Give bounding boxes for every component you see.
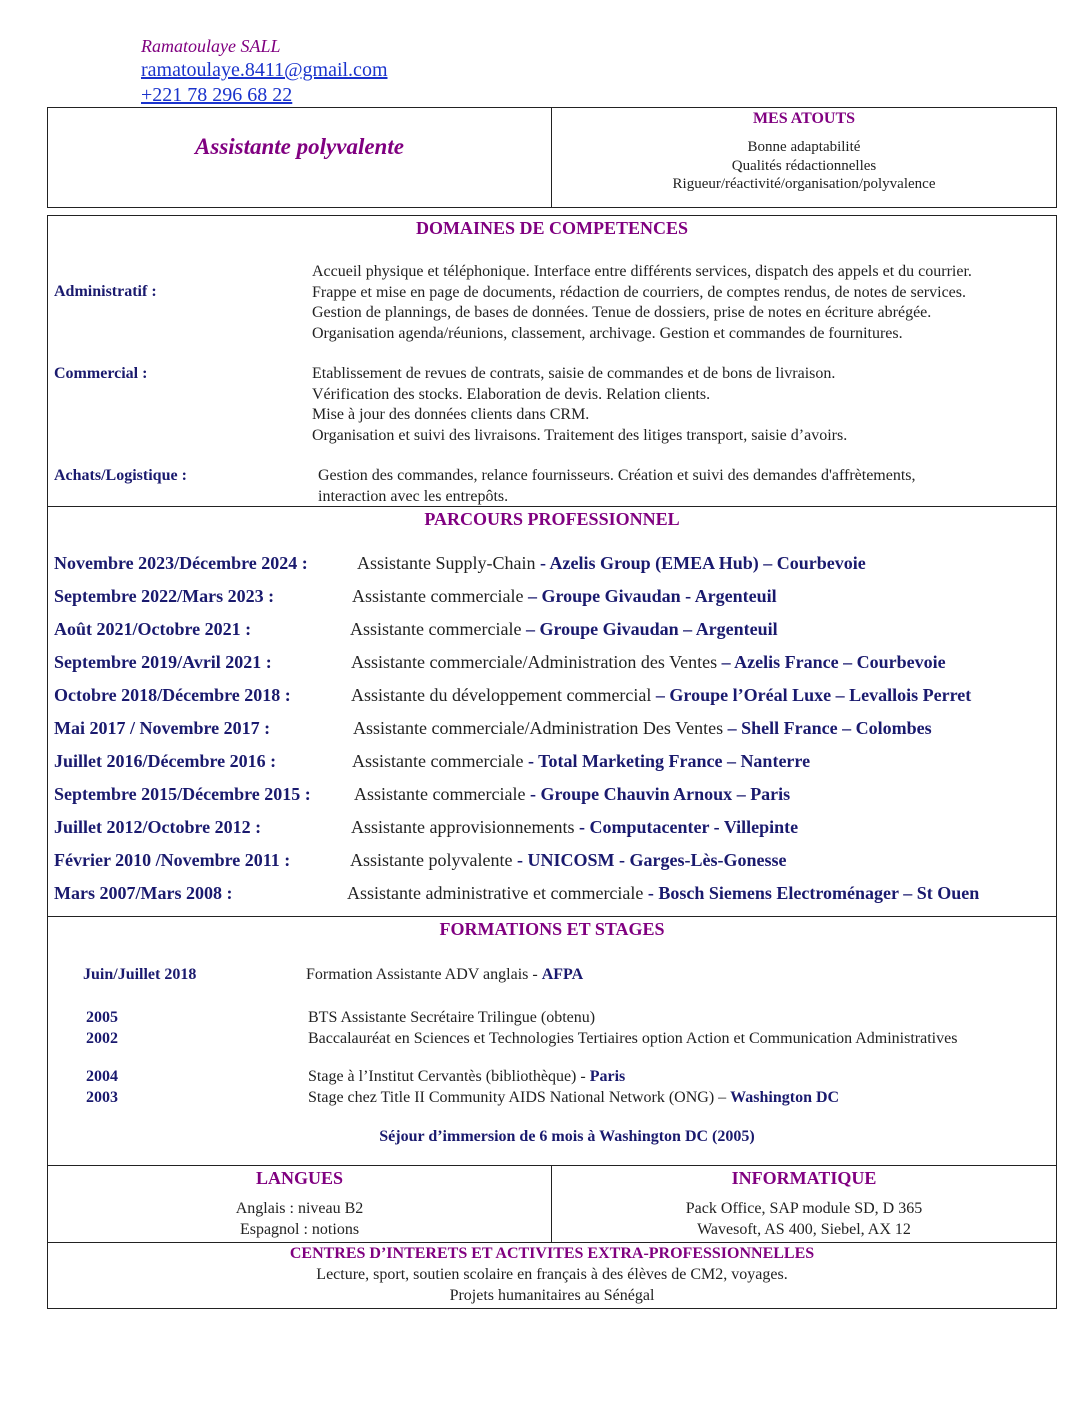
experience-sep: – (722, 751, 741, 771)
experience-date: Septembre 2019/Avril 2021 : (54, 652, 272, 672)
experience-desc (352, 586, 777, 607)
experience-date: Juillet 2012/Octobre 2012 : (54, 817, 262, 837)
experience-company: Groupe Givaudan (541, 586, 681, 606)
formation-text: BTS Assistante Secrétaire Trilingue (obtenu) (308, 1009, 596, 1026)
experience-sep: – (678, 619, 696, 639)
experience-company: Bosch Siemens Electroménager (658, 883, 899, 903)
experience-sep: – (717, 652, 735, 672)
atout-item: Rigueur/réactivité/organisation/polyvalence (672, 176, 936, 192)
achats-label: Achats/Logistique : (54, 467, 187, 484)
commercial-text (312, 364, 847, 446)
experience-city: Argenteuil (695, 619, 778, 639)
interets-list (48, 1265, 1056, 1306)
experience-date: Juillet 2016/Décembre 2016 : (54, 751, 277, 771)
experience-date: Novembre 2023/Décembre 2024 : (54, 553, 308, 573)
sejour-text: Séjour d’immersion de 6 mois à Washington DC (2005) (379, 1128, 755, 1145)
admin-label: Administratif : (54, 283, 157, 300)
experience-city: Villepinte (723, 817, 799, 837)
formation-year: 2004 (86, 1068, 118, 1085)
experience-company: Groupe l’Oréal Luxe (669, 685, 832, 705)
experience-date: Septembre 2022/Mars 2023 : (54, 586, 275, 606)
langue-item: Anglais : niveau B2 (235, 1200, 364, 1217)
experience-sep: – (523, 586, 542, 606)
achats-text (318, 466, 916, 507)
experience-sep: - (709, 817, 724, 837)
formation-year: 2002 (86, 1030, 118, 1047)
experience-sep: – (651, 685, 670, 705)
job-title: Assistante polyvalente (195, 134, 404, 159)
experience-desc (353, 718, 932, 739)
formation-sep: – (714, 1089, 731, 1106)
experience-desc (350, 850, 786, 871)
atouts-list (552, 138, 1056, 194)
experience-sep: – (838, 652, 857, 672)
experience-company: Azelis Group (EMEA Hub) (549, 553, 759, 573)
experience-sep: - (574, 817, 590, 837)
experience-date: Février 2010 /Novembre 2011 : (54, 850, 291, 870)
experience-date: Août 2021/Octobre 2021 : (54, 619, 252, 639)
experience-sep: - (525, 784, 541, 804)
experience-role: Assistante approvisionnements (351, 817, 575, 837)
langues-list (48, 1199, 551, 1240)
experience-desc (351, 652, 946, 673)
experience-sep: - (680, 586, 695, 606)
informatique-title: INFORMATIQUE (731, 1168, 877, 1188)
experience-desc (347, 883, 979, 904)
experience-city: Colombes (855, 718, 932, 738)
langue-item: Espagnol : notions (239, 1220, 360, 1238)
atout-item: Qualités rédactionnelles (731, 157, 877, 174)
commercial-line: Mise à jour des données clients dans CRM. (312, 406, 590, 423)
experience-desc (350, 619, 778, 640)
competences-title: DOMAINES DE COMPETENCES (415, 218, 689, 238)
formation-org: Paris (589, 1068, 626, 1085)
formation-year: 2003 (86, 1089, 118, 1106)
formation-desc: Stage chez Title II Community AIDS National Network (ONG) (308, 1089, 715, 1106)
divider-interets (47, 1242, 1057, 1243)
experience-role: Assistante commerciale/Administration Des Ventes (353, 718, 724, 738)
experience-role: Assistante Supply-Chain (357, 553, 536, 573)
experience-sep: – (837, 718, 856, 738)
formation-desc: Formation Assistante ADV anglais (306, 966, 529, 983)
divider-langues (47, 1165, 1057, 1166)
interet-item: Lecture, sport, soutien scolaire en français à des élèves de CM2, voyages. (316, 1266, 788, 1283)
experience-sep: - (512, 850, 528, 870)
experience-city: Garges-Lès-Gonesse (629, 850, 787, 870)
langues-title: LANGUES (255, 1168, 344, 1188)
experience-company: UNICOSM (527, 850, 615, 870)
experience-sep: – (831, 685, 850, 705)
informatique-item: Wavesoft, AS 400, Siebel, AX 12 (697, 1220, 911, 1238)
experience-company: Computacenter (589, 817, 710, 837)
experience-sep: – (521, 619, 540, 639)
experience-desc (352, 751, 810, 772)
experience-date: Octobre 2018/Décembre 2018 : (54, 685, 291, 705)
experience-role: Assistante commerciale (354, 784, 526, 804)
achats-line: interaction avec les entrepôts. (318, 487, 509, 505)
parcours-title: PARCOURS PROFESSIONNEL (424, 509, 680, 529)
experience-desc (351, 817, 798, 838)
experience-sep: - (614, 850, 630, 870)
experience-company: Total Marketing France (538, 751, 723, 771)
admin-line: Organisation agenda/réunions, classement, archivage. Gestion et commandes de fournitures. (312, 324, 903, 342)
commercial-line: Etablissement de revues de contrats, saisie de commandes et de bons de livraison. (312, 365, 836, 382)
contact-name: Ramatoulaye SALL (141, 36, 281, 56)
experience-desc (351, 685, 971, 706)
admin-text (312, 262, 972, 344)
commercial-line: Organisation et suivi des livraisons. Traitement des litiges transport, saisie d’avoirs. (312, 426, 848, 444)
commercial-label: Commercial : (54, 365, 148, 382)
experience-date: Mai 2017 / Novembre 2017 : (54, 718, 271, 738)
experience-role: Assistante commerciale (352, 751, 524, 771)
admin-line: Gestion de plannings, de bases de données. Tenue de dossiers, prise de notes en écriture abrégée. (312, 304, 932, 321)
experience-role: Assistante du développement commercial (351, 685, 652, 705)
formation-sep: - (576, 1068, 590, 1085)
achats-line: Gestion des commandes, relance fournisseurs. Création et suivi des demandes d'affrètements, (318, 467, 916, 484)
experience-city: Paris (750, 784, 791, 804)
experience-city: Courbevoie (856, 652, 946, 672)
experience-date: Septembre 2015/Décembre 2015 : (54, 784, 311, 804)
experience-company: Groupe Chauvin Arnoux (540, 784, 733, 804)
formation-text: Baccalauréat en Sciences et Technologies Tertiaires option Action et Communication Administratives (308, 1030, 958, 1047)
formation-year: Juin/Juillet 2018 (83, 966, 197, 983)
experience-city: St Ouen (916, 883, 980, 903)
interet-item: Projets humanitaires au Sénégal (449, 1286, 655, 1304)
informatique-list (552, 1199, 1056, 1240)
experience-role: Assistante commerciale/Administration des Ventes (351, 652, 718, 672)
experience-city: Courbevoie (776, 553, 866, 573)
experience-role: Assistante commerciale (352, 586, 524, 606)
experience-role: Assistante commerciale (350, 619, 522, 639)
formation-text (308, 1068, 625, 1086)
formation-org: Washington DC (730, 1089, 840, 1106)
admin-line: Accueil physique et téléphonique. Interface entre différents services, dispatch des appels et du courrier. (312, 263, 972, 280)
experience-sep: – (732, 784, 751, 804)
formation-text (308, 1089, 839, 1107)
experience-sep: - (643, 883, 659, 903)
experience-city: Argenteuil (694, 586, 777, 606)
experience-company: Azelis France (734, 652, 839, 672)
experience-company: Groupe Givaudan (539, 619, 679, 639)
experience-role: Assistante polyvalente (350, 850, 513, 870)
experience-desc (354, 784, 790, 805)
experience-role: Assistante administrative et commerciale (347, 883, 644, 903)
experience-sep: – (898, 883, 917, 903)
commercial-line: Vérification des stocks. Elaboration de devis. Relation clients. (312, 385, 711, 403)
experience-sep: - (535, 553, 550, 573)
interets-title: CENTRES D’INTERETS ET ACTIVITES EXTRA-PROFESSIONNELLES (289, 1245, 815, 1262)
informatique-item: Pack Office, SAP module SD, D 365 (685, 1200, 923, 1217)
experience-sep: – (758, 553, 777, 573)
atout-item: Bonne adaptabilité (747, 139, 861, 155)
formation-text (306, 966, 583, 984)
experience-city: Levallois Perret (849, 685, 972, 705)
experience-sep: - (523, 751, 539, 771)
experience-company: Shell France (741, 718, 838, 738)
experience-desc (357, 553, 866, 574)
formation-year: 2005 (86, 1009, 118, 1026)
admin-line: Frappe et mise en page de documents, rédaction de courriers, de comptes rendus, de notes de services. (312, 283, 966, 301)
formation-org: AFPA (541, 966, 584, 983)
experience-city: Nanterre (740, 751, 811, 771)
phone-link[interactable]: +221 78 296 68 22 (141, 84, 293, 106)
formation-sep: - (528, 966, 542, 983)
divider-formations (47, 916, 1057, 917)
email-link[interactable]: ramatoulaye.8411@gmail.com (141, 59, 388, 81)
experience-date: Mars 2007/Mars 2008 : (54, 883, 233, 903)
formation-desc: Stage à l’Institut Cervantès (bibliothèque) (308, 1068, 577, 1085)
experience-sep: – (723, 718, 742, 738)
atouts-title: MES ATOUTS (752, 110, 856, 127)
formations-title: FORMATIONS ET STAGES (439, 919, 665, 939)
